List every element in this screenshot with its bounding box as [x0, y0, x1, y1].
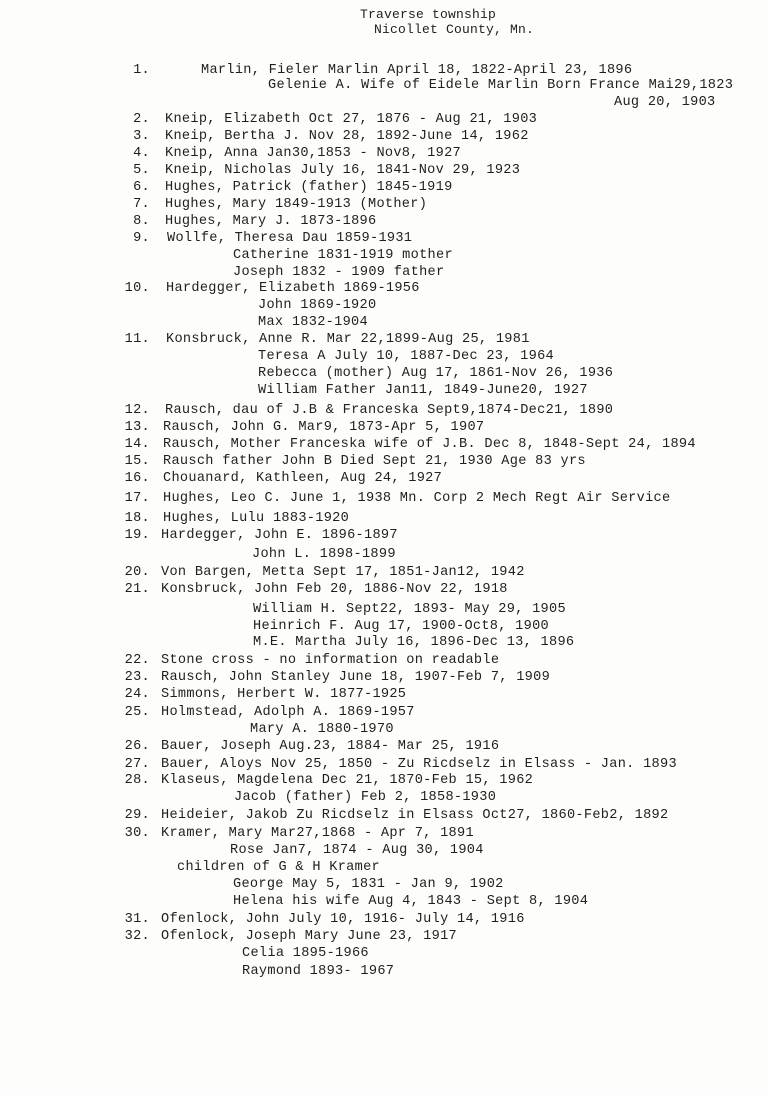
entry-line	[0, 470, 768, 487]
entry-line	[0, 280, 768, 297]
entry-line	[0, 876, 768, 893]
entry-line	[0, 510, 768, 527]
entry-number: 14.	[124, 437, 150, 452]
entry-text: William Father Jan11, 1849-June20, 1927	[258, 383, 588, 398]
entry-text: Rausch father John B Died Sept 21, 1930 Age 83 yrs	[163, 454, 586, 469]
entry-number: 26.	[124, 739, 150, 754]
entry-line	[0, 179, 768, 196]
entry-line	[0, 162, 768, 179]
entry-line	[0, 453, 768, 470]
entry-number: 9.	[133, 231, 150, 246]
entry-text: Kneip, Anna Jan30,1853 - Nov8, 1927	[165, 146, 462, 161]
entry-line	[0, 128, 768, 145]
entry-number: 18.	[124, 511, 150, 526]
entry-number: 28.	[124, 773, 150, 788]
entry-line	[0, 111, 768, 128]
entry-line	[0, 721, 768, 738]
entry-text: Helena his wife Aug 4, 1843 - Sept 8, 1904	[233, 894, 589, 909]
entry-number: 29.	[124, 808, 150, 823]
entry-line	[0, 963, 768, 980]
entry-text: Gelenie A. Wife of Eidele Marlin Born France Mai29,1823	[268, 78, 734, 93]
entry-text: Hughes, Lulu 1883-1920	[163, 511, 350, 526]
entry-text: Heinrich F. Aug 17, 1900-Oct8, 1900	[253, 619, 550, 634]
entry-text: Hughes, Mary 1849-1913 (Mother)	[165, 197, 428, 212]
entry-number: 20.	[124, 565, 150, 580]
entry-line	[0, 213, 768, 230]
entry-text: Kramer, Mary Mar27,1868 - Apr 7, 1891	[161, 826, 474, 841]
entry-text: Kneip, Elizabeth Oct 27, 1876 - Aug 21, 1903	[165, 112, 538, 127]
entry-line	[0, 436, 768, 453]
entry-text: Hughes, Patrick (father) 1845-1919	[165, 180, 453, 195]
entry-line	[0, 331, 768, 348]
entry-line	[0, 686, 768, 703]
entry-number: 22.	[124, 653, 150, 668]
entry-line	[0, 842, 768, 859]
entry-line	[0, 546, 768, 563]
entry-text: Max 1832-1904	[258, 315, 368, 330]
entry-text: Wollfe, Theresa Dau 1859-1931	[167, 231, 413, 246]
entry-line	[0, 634, 768, 651]
entry-line	[0, 618, 768, 635]
entry-number: 1.	[133, 63, 150, 78]
entry-text: Rose Jan7, 1874 - Aug 30, 1904	[230, 843, 484, 858]
entry-line	[0, 704, 768, 721]
entry-line	[0, 490, 768, 507]
entry-line	[0, 669, 768, 686]
header-township: Traverse township	[360, 7, 497, 22]
entry-number: 2.	[133, 112, 150, 127]
entry-text: Bauer, Aloys Nov 25, 1850 - Zu Ricdselz in Elsass - Jan. 1893	[161, 757, 677, 772]
entry-number: 6.	[133, 180, 150, 195]
entry-text: Hardegger, John E. 1896-1897	[161, 528, 398, 543]
entry-line	[0, 652, 768, 669]
entry-number: 7.	[133, 197, 150, 212]
entry-line	[0, 145, 768, 162]
entry-text: Ofenlock, Joseph Mary June 23, 1917	[161, 929, 458, 944]
entry-line	[0, 527, 768, 544]
entry-text: Rausch, John Stanley June 18, 1907-Feb 7, 1909	[161, 670, 551, 685]
entry-line	[0, 807, 768, 824]
entry-text: Simmons, Herbert W. 1877-1925	[161, 687, 407, 702]
entry-number: 27.	[124, 757, 150, 772]
entry-text: John 1869-1920	[258, 298, 377, 313]
entry-text: William H. Sept22, 1893- May 29, 1905	[253, 602, 566, 617]
entry-line	[0, 365, 768, 382]
entry-line	[0, 772, 768, 789]
entry-line	[0, 348, 768, 365]
entry-text: children of G & H Kramer	[177, 860, 380, 875]
entry-line	[0, 297, 768, 314]
entry-line	[0, 196, 768, 213]
entry-line	[0, 581, 768, 598]
entry-number: 25.	[124, 705, 150, 720]
entry-text: Klaseus, Magdelena Dec 21, 1870-Feb 15, 1962	[161, 773, 534, 788]
entry-line	[0, 756, 768, 773]
entry-text: Marlin, Fieler Marlin April 18, 1822-April 23, 1896	[201, 63, 633, 78]
entry-line	[0, 230, 768, 247]
entry-line	[0, 738, 768, 755]
entry-number: 10.	[124, 281, 150, 296]
entry-number: 4.	[133, 146, 150, 161]
entry-text: Jacob (father) Feb 2, 1858-1930	[234, 790, 497, 805]
entry-text: Hughes, Leo C. June 1, 1938 Mn. Corp 2 Mech Regt Air Service	[163, 491, 671, 506]
entry-number: 8.	[133, 214, 150, 229]
entry-line	[0, 77, 768, 94]
entry-line	[0, 264, 768, 281]
entry-line	[0, 859, 768, 876]
entry-text: Joseph 1832 - 1909 father	[233, 265, 445, 280]
entry-number: 16.	[124, 471, 150, 486]
entry-line	[0, 314, 768, 331]
entry-text: Bauer, Joseph Aug.23, 1884- Mar 25, 1916	[161, 739, 500, 754]
entry-line	[0, 247, 768, 264]
entry-text: Stone cross - no information on readable	[161, 653, 500, 668]
entry-text: Raymond 1893- 1967	[242, 964, 395, 979]
header-county: Nicollet County, Mn.	[374, 22, 535, 37]
entry-number: 30.	[124, 826, 150, 841]
entry-text: George May 5, 1831 - Jan 9, 1902	[233, 877, 504, 892]
entry-text: Hardegger, Elizabeth 1869-1956	[166, 281, 420, 296]
entry-text: Hughes, Mary J. 1873-1896	[165, 214, 377, 229]
entry-number: 31.	[124, 912, 150, 927]
entry-number: 19.	[124, 528, 150, 543]
entry-line	[0, 564, 768, 581]
entry-line	[0, 789, 768, 806]
entry-text: Ofenlock, John July 10, 1916- July 14, 1916	[161, 912, 525, 927]
entry-number: 15.	[124, 454, 150, 469]
entry-text: Aug 20, 1903	[614, 95, 716, 110]
entry-text: John L. 1898-1899	[252, 547, 396, 562]
entry-number: 5.	[133, 163, 150, 178]
entry-line	[0, 402, 768, 419]
entry-number: 23.	[124, 670, 150, 685]
entry-line	[0, 893, 768, 910]
entry-line	[0, 945, 768, 962]
entry-text: Von Bargen, Metta Sept 17, 1851-Jan12, 1942	[161, 565, 525, 580]
entry-text: Rebecca (mother) Aug 17, 1861-Nov 26, 1936	[258, 366, 614, 381]
entry-number: 13.	[124, 420, 150, 435]
entry-line	[0, 928, 768, 945]
entry-number: 17.	[124, 491, 150, 506]
entry-number: 21.	[124, 582, 150, 597]
entry-text: Rausch, dau of J.B & Franceska Sept9,1874-Dec21, 1890	[165, 403, 614, 418]
entry-line	[0, 382, 768, 399]
entry-text: Rausch, Mother Franceska wife of J.B. Dec 8, 1848-Sept 24, 1894	[163, 437, 696, 452]
entry-text: Konsbruck, John Feb 20, 1886-Nov 22, 1918	[161, 582, 508, 597]
entry-number: 3.	[133, 129, 150, 144]
entry-line	[0, 911, 768, 928]
entry-number: 32.	[124, 929, 150, 944]
entry-text: Celia 1895-1966	[242, 946, 369, 961]
entry-text: Holmstead, Adolph A. 1869-1957	[161, 705, 415, 720]
entry-line	[0, 825, 768, 842]
entry-line	[0, 419, 768, 436]
entry-text: M.E. Martha July 16, 1896-Dec 13, 1896	[253, 635, 575, 650]
entry-text: Kneip, Bertha J. Nov 28, 1892-June 14, 1962	[165, 129, 529, 144]
entry-text: Kneip, Nicholas July 16, 1841-Nov 29, 1923	[165, 163, 521, 178]
document-header	[360, 7, 534, 37]
entry-number: 11.	[124, 332, 150, 347]
entry-text: Rausch, John G. Mar9, 1873-Apr 5, 1907	[163, 420, 485, 435]
entry-line	[0, 601, 768, 618]
entry-number: 12.	[124, 403, 150, 418]
entry-line	[0, 94, 768, 111]
entry-text: Mary A. 1880-1970	[250, 722, 394, 737]
entry-text: Teresa A July 10, 1887-Dec 23, 1964	[258, 349, 555, 364]
entry-text: Konsbruck, Anne R. Mar 22,1899-Aug 25, 1981	[166, 332, 530, 347]
entry-text: Catherine 1831-1919 mother	[233, 248, 453, 263]
entry-text: Heideier, Jakob Zu Ricdselz in Elsass Oct27, 1860-Feb2, 1892	[161, 808, 669, 823]
entry-number: 24.	[124, 687, 150, 702]
entry-text: Chouanard, Kathleen, Aug 24, 1927	[163, 471, 443, 486]
